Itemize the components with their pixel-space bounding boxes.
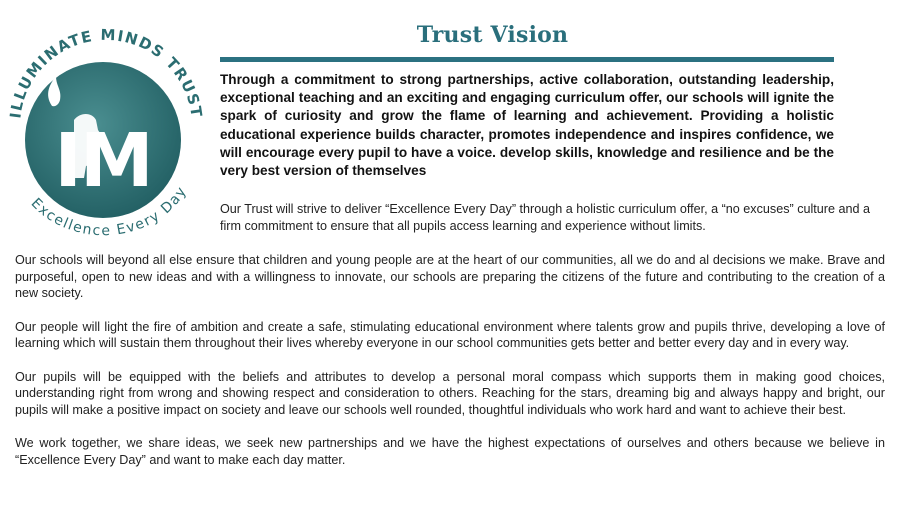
vision-body bbox=[15, 252, 885, 485]
paragraph-people: Our people will light the fire of ambition and create a safe, stimulating educational environment where talents grow and pupils thrive, developing a love of learning which will sustain them throughout their lives whereby everyone in our school communities gets better and better every day and in every way. bbox=[15, 319, 885, 350]
trust-logo bbox=[0, 8, 215, 248]
page-title: Trust Vision bbox=[416, 22, 569, 48]
title-divider bbox=[220, 57, 834, 62]
logo-arc-bottom-text: Excellence Every Day bbox=[27, 183, 191, 240]
paragraph-together: We work together, we share ideas, we seek new partnerships and we have the highest expectations of ourselves and others because we believe in “Excellence Every Day” and want to make each day matter. bbox=[15, 436, 885, 467]
logo-arc-top-text: ILLUMINATE MINDS TRUST bbox=[6, 25, 206, 120]
paragraph-schools: Our schools will beyond all else ensure that children and young people are at the heart of our communities, all we do and al decisions we make. Brave and purposeful, open to new ideas and with a willingness to innovate, our schools are preparing the citizens of the future and contributing to the creation of a new society. bbox=[15, 253, 885, 300]
intro-statement: Through a commitment to strong partnerships, active collaboration, outstanding leadership, exceptional teaching and an exciting and engaging curriculum offer, our schools will ignite the spark of curiosity and grow the flame of learning and achievement. Providing a holistic educational experience builds character, promotes independence and inspires confidence, we will encourage every pupil to have a voice. develop skills, knowledge and resilience and be the very best version of themselves bbox=[220, 72, 834, 179]
paragraph-pupils: Our pupils will be equipped with the beliefs and attributes to develop a personal moral compass which supports them in making good choices, understanding right from wrong and showing respect and consideration to others. Reaching for the stars, dreaming big and always happy and bright, our pupils will make a positive impact on society and leave our schools well rounded, thoughtful individuals who work hard and want to achieve their best. bbox=[15, 369, 885, 417]
logo-monogram: IM bbox=[54, 118, 152, 204]
mission-statement: Our Trust will strive to deliver “Excellence Every Day” through a holistic curriculum offer, a “no excuses” culture and a firm commitment to ensure that all pupils access learning and experience without limits. bbox=[220, 202, 871, 233]
